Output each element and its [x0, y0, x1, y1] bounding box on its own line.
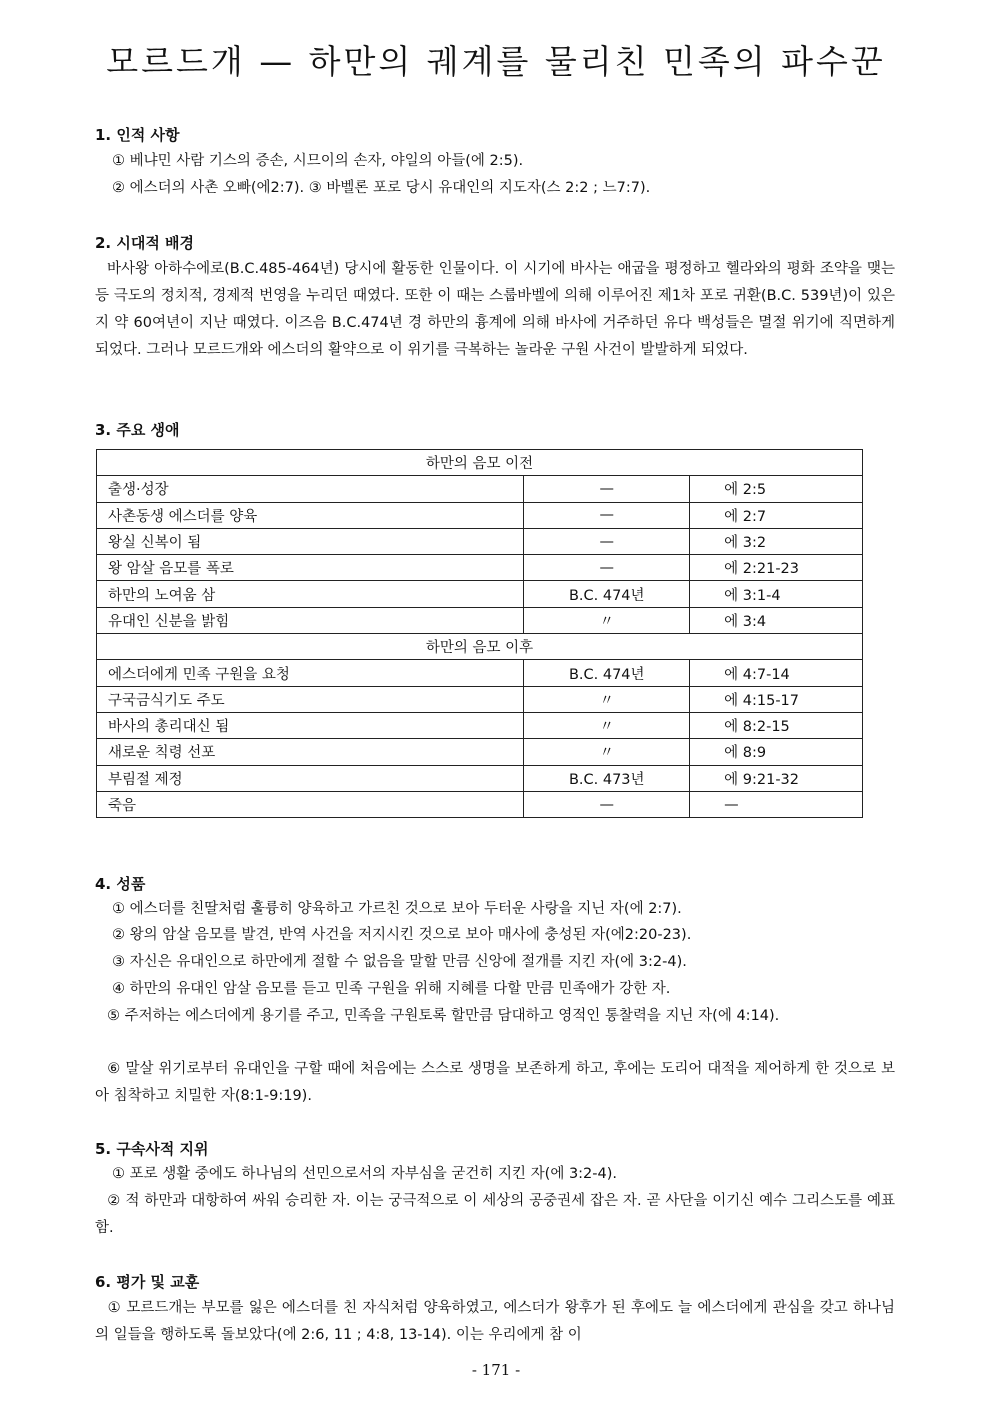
evaluation-item-wrap	[95, 1295, 895, 1349]
redemptive-item-wrap	[95, 1188, 895, 1242]
event-cell: 왕실 신복이 됨	[97, 528, 524, 554]
table-group-header: 하만의 음모 이전	[97, 450, 863, 476]
date-cell: —	[524, 502, 690, 528]
table-group-row	[97, 450, 863, 476]
character-item-wrap	[95, 1003, 895, 1030]
reference-cell: 에 3:4	[690, 607, 863, 633]
reference-cell: 에 9:21-32	[690, 765, 863, 791]
life-table-body	[97, 450, 863, 818]
reference-cell: 에 3:2	[690, 528, 863, 554]
table-row	[97, 686, 863, 712]
event-cell: 출생·성장	[97, 476, 524, 502]
table-row	[97, 555, 863, 581]
date-cell: B.C. 474년	[524, 660, 690, 686]
section-heading-background: 2. 시대적 배경	[95, 234, 195, 252]
reference-cell: 에 4:15-17	[690, 686, 863, 712]
event-cell: 사촌동생 에스더를 양육	[97, 502, 524, 528]
table-row	[97, 765, 863, 791]
section-heading-redemptive: 5. 구속사적 지위	[95, 1140, 209, 1158]
event-cell: 부림절 제정	[97, 765, 524, 791]
table-row	[97, 660, 863, 686]
character-item: ③ 자신은 유대인으로 하만에게 절할 수 없음을 말할 만큼 신앙에 절개를 지킨 자(에 3:2-4).	[112, 954, 687, 970]
event-cell: 새로운 칙령 선포	[97, 739, 524, 765]
reference-cell: 에 2:7	[690, 502, 863, 528]
reference-cell: 에 4:7-14	[690, 660, 863, 686]
date-cell: —	[524, 791, 690, 817]
redemptive-item: ① 포로 생활 중에도 하나님의 선민으로서의 자부심을 굳건히 지킨 자(에 3:2-4).	[112, 1166, 618, 1182]
event-cell: 바사의 총리대신 됨	[97, 712, 524, 738]
date-cell: B.C. 474년	[524, 581, 690, 607]
reference-cell: 에 8:9	[690, 739, 863, 765]
life-timeline-table	[96, 449, 863, 818]
evaluation-item: ① 모르드개는 부모를 잃은 에스더를 친 자식처럼 양육하였고, 에스더가 왕후가 된 후에도 늘 에스더에게 관심을 갖고 하나님의 일들을 행하도록 돌보았다(에 2:6, 11 ; 4:8, 13-14). 이는 우리에게 참 이	[95, 1300, 895, 1343]
page-number: - 171 -	[471, 1361, 521, 1379]
character-item: ④ 하만의 유대인 암살 음모를 듣고 민족 구원을 위해 지혜를 다할 만큼 민족애가 강한 자.	[112, 981, 671, 997]
character-item: ⑥ 말살 위기로부터 유대인을 구할 때에 처음에는 스스로 생명을 보존하게 하고, 후에는 도리어 대적을 제어하게 한 것으로 보아 침착하고 치밀한 자(8:1-9:19).	[95, 1061, 895, 1104]
personal-line: ② 에스더의 사촌 오빠(에2:7). ③ 바벨론 포로 당시 유대인의 지도자(스 2:2 ; 느7:7).	[112, 180, 651, 196]
page-title: 모르드개 — 하만의 궤계를 물리친 민족의 파수꾼	[106, 42, 886, 81]
section-heading-life: 3. 주요 생애	[95, 421, 180, 439]
table-row	[97, 528, 863, 554]
reference-cell: —	[690, 791, 863, 817]
character-item: ① 에스더를 친딸처럼 훌륭히 양육하고 가르친 것으로 보아 두터운 사랑을 지닌 자(에 2:7).	[112, 901, 682, 917]
background-text: 바사왕 아하수에로(B.C.485-464년) 당시에 활동한 인물이다. 이 시기에 바사는 애굽을 평정하고 헬라와의 평화 조약을 맺는 등 극도의 정치적, 경제적 번영을 누리던 때였다. 또한 이 때는 스룹바벨에 의해 이루어진 제1차 포로 귀환(B.C. 539년)이 있은 지 약 60여년이 지난 때였다. 이즈음 B.C.474년 경 하만의 흉계에 의해 바사에 거주하던 유다 백성들은 멸절 위기에 직면하게 되었다. 그러나 모르드개와 에스더의 활약으로 이 위기를 극복하는 놀라운 구원 사건이 발발하게 되었다.	[95, 261, 895, 358]
event-cell: 구국금식기도 주도	[97, 686, 524, 712]
character-item: ⑤ 주저하는 에스더에게 용기를 주고, 민족을 구원토록 할만큼 담대하고 영적인 통찰력을 지닌 자(에 4:14).	[107, 1008, 780, 1024]
event-cell: 하만의 노여움 삼	[97, 581, 524, 607]
table-group-header: 하만의 음모 이후	[97, 634, 863, 660]
table-row	[97, 581, 863, 607]
character-item: ② 왕의 암살 음모를 발견, 반역 사건을 저지시킨 것으로 보아 매사에 충성된 자(에2:20-23).	[112, 927, 692, 943]
date-cell: 〃	[524, 686, 690, 712]
character-item-wrap	[95, 1056, 895, 1110]
reference-cell: 에 2:5	[690, 476, 863, 502]
date-cell: B.C. 473년	[524, 765, 690, 791]
table-row	[97, 607, 863, 633]
date-cell: 〃	[524, 712, 690, 738]
event-cell: 에스더에게 민족 구원을 요청	[97, 660, 524, 686]
table-row	[97, 739, 863, 765]
event-cell: 왕 암살 음모를 폭로	[97, 555, 524, 581]
section-heading-character: 4. 성품	[95, 875, 146, 893]
date-cell: 〃	[524, 607, 690, 633]
section-heading-personal: 1. 인적 사항	[95, 126, 180, 144]
date-cell: 〃	[524, 739, 690, 765]
background-paragraph	[95, 256, 895, 364]
table-row	[97, 476, 863, 502]
reference-cell: 에 3:1-4	[690, 581, 863, 607]
table-group-row	[97, 634, 863, 660]
event-cell: 죽음	[97, 791, 524, 817]
reference-cell: 에 8:2-15	[690, 712, 863, 738]
date-cell: —	[524, 555, 690, 581]
reference-cell: 에 2:21-23	[690, 555, 863, 581]
table-row	[97, 712, 863, 738]
date-cell: —	[524, 528, 690, 554]
date-cell: —	[524, 476, 690, 502]
event-cell: 유대인 신분을 밝힘	[97, 607, 524, 633]
section-heading-evaluation: 6. 평가 및 교훈	[95, 1273, 200, 1291]
personal-line: ① 베냐민 사람 기스의 증손, 시므이의 손자, 야일의 아들(에 2:5).	[112, 153, 524, 169]
table-row	[97, 791, 863, 817]
redemptive-item: ② 적 하만과 대항하여 싸워 승리한 자. 이는 궁극적으로 이 세상의 공중권세 잡은 자. 곧 사단을 이기신 예수 그리스도를 예표함.	[95, 1193, 895, 1236]
table-row	[97, 502, 863, 528]
